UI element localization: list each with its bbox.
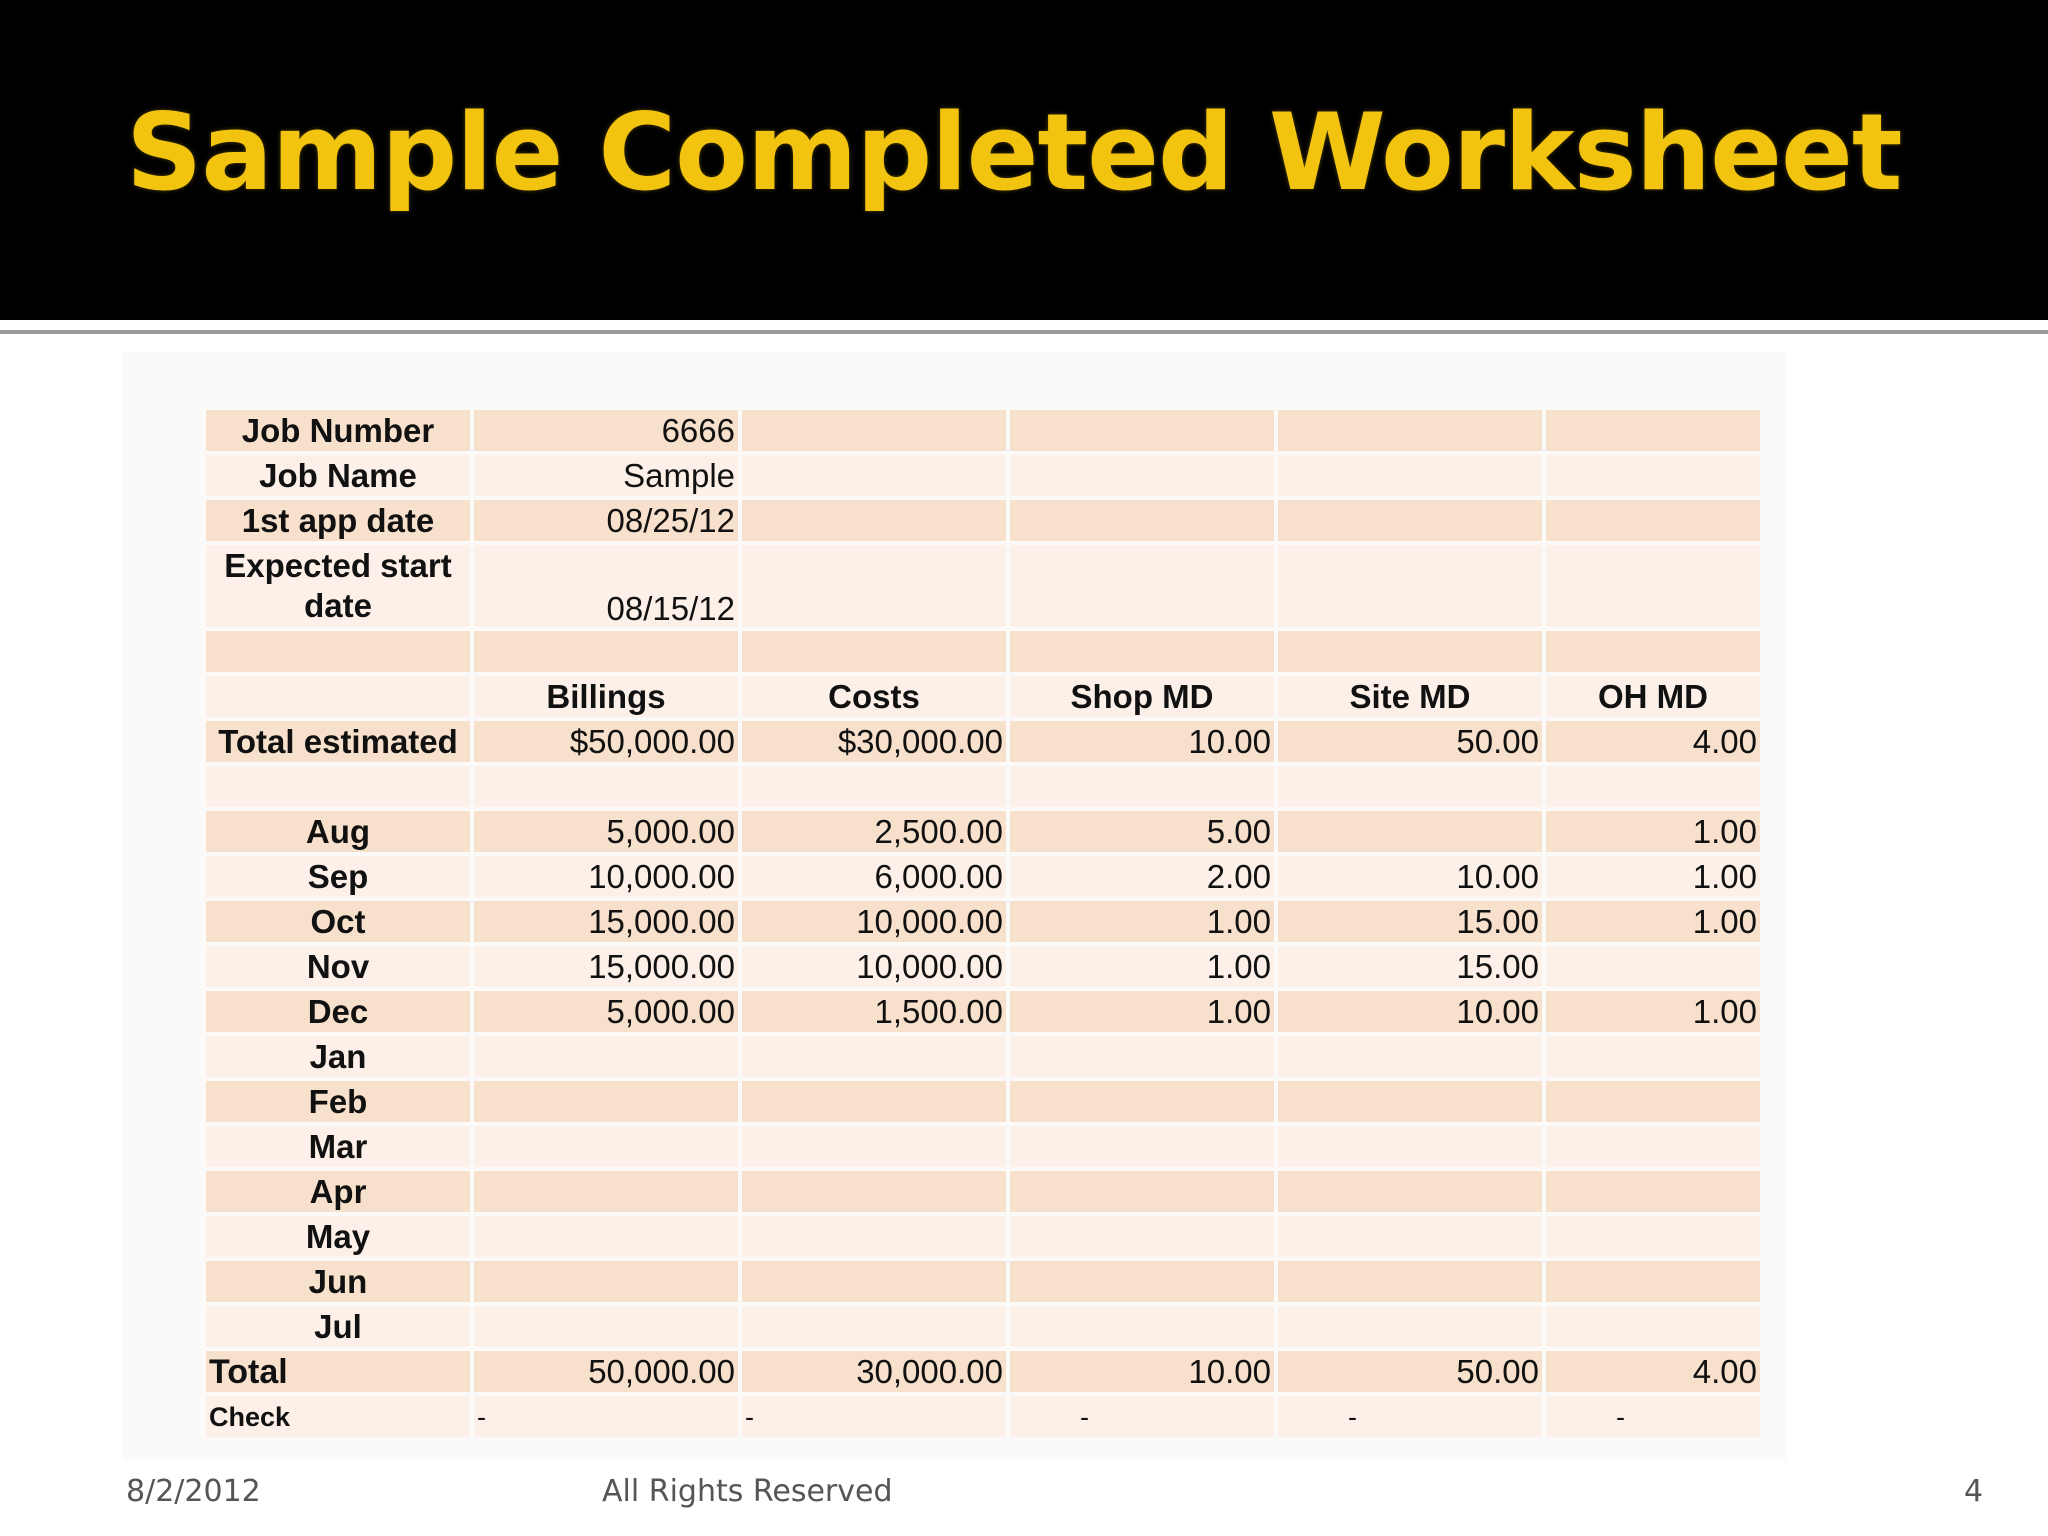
total-estimated-row xyxy=(206,721,1760,762)
info-value: Sample xyxy=(474,455,738,496)
row-label: Jun xyxy=(206,1261,470,1302)
row-label: Jul xyxy=(206,1306,470,1347)
table-cell xyxy=(742,1036,1006,1077)
table-cell xyxy=(474,1306,738,1347)
total-row xyxy=(206,1351,1760,1392)
table-cell xyxy=(1278,1306,1542,1347)
table-cell: 1.00 xyxy=(1546,991,1760,1032)
table-cell: 10,000.00 xyxy=(742,946,1006,987)
table-cell xyxy=(742,1216,1006,1257)
table-cell: $50,000.00 xyxy=(474,721,738,762)
table-cell xyxy=(1546,1216,1760,1257)
table-cell xyxy=(1546,1126,1760,1167)
table-cell: 6,000.00 xyxy=(742,856,1006,897)
row-label: Check xyxy=(206,1396,470,1437)
month-row xyxy=(206,1216,1760,1257)
title-divider xyxy=(0,330,2048,334)
table-cell: 15.00 xyxy=(1278,946,1542,987)
table-cell: - xyxy=(1278,1396,1542,1437)
table-cell xyxy=(1546,946,1760,987)
table-cell xyxy=(742,1261,1006,1302)
table-cell xyxy=(1010,1081,1274,1122)
table-cell xyxy=(474,1081,738,1122)
table-cell xyxy=(1278,1261,1542,1302)
info-row-first-app-date xyxy=(206,500,1760,541)
table-cell: 5.00 xyxy=(1010,811,1274,852)
table-cell: - xyxy=(742,1396,1006,1437)
info-label: 1st app date xyxy=(206,500,470,541)
month-row xyxy=(206,856,1760,897)
table-cell xyxy=(1278,1171,1542,1212)
month-row xyxy=(206,1261,1760,1302)
table-cell: 1.00 xyxy=(1010,901,1274,942)
table-cell xyxy=(1010,1216,1274,1257)
table-cell xyxy=(1278,1216,1542,1257)
row-label: Dec xyxy=(206,991,470,1032)
table-cell: 5,000.00 xyxy=(474,811,738,852)
info-row-expected-start-date xyxy=(206,545,1760,627)
table-cell: 15,000.00 xyxy=(474,946,738,987)
row-label: May xyxy=(206,1216,470,1257)
month-row xyxy=(206,1036,1760,1077)
row-label: Jan xyxy=(206,1036,470,1077)
row-label: Aug xyxy=(206,811,470,852)
table-cell: 1,500.00 xyxy=(742,991,1006,1032)
table-cell: 2,500.00 xyxy=(742,811,1006,852)
page-number: 4 xyxy=(1964,1474,1984,1509)
table-cell xyxy=(1546,1306,1760,1347)
table-cell xyxy=(474,1171,738,1212)
row-label: Total xyxy=(206,1351,470,1392)
table-cell xyxy=(1546,1171,1760,1212)
table-cell xyxy=(742,1126,1006,1167)
row-label: Apr xyxy=(206,1171,470,1212)
table-cell: 1.00 xyxy=(1546,811,1760,852)
table-cell xyxy=(1546,1261,1760,1302)
row-label: Total estimated xyxy=(206,721,470,762)
info-value: 08/15/12 xyxy=(474,545,738,627)
row-label: Feb xyxy=(206,1081,470,1122)
table-cell: 30,000.00 xyxy=(742,1351,1006,1392)
table-cell: - xyxy=(474,1396,738,1437)
table-cell: 2.00 xyxy=(1010,856,1274,897)
column-header: Costs xyxy=(742,676,1006,717)
table-cell: 4.00 xyxy=(1546,1351,1760,1392)
table-cell xyxy=(742,1171,1006,1212)
table-cell xyxy=(1278,1126,1542,1167)
info-label: Expected start date xyxy=(206,545,470,627)
table-cell xyxy=(1010,1036,1274,1077)
footer-date: 8/2/2012 xyxy=(126,1474,261,1509)
column-header-row xyxy=(206,676,1760,717)
month-row xyxy=(206,901,1760,942)
month-row xyxy=(206,946,1760,987)
table-cell: 15.00 xyxy=(1278,901,1542,942)
table-cell xyxy=(742,1306,1006,1347)
row-label: Nov xyxy=(206,946,470,987)
table-cell xyxy=(1010,1126,1274,1167)
table-cell: 1.00 xyxy=(1010,991,1274,1032)
table-cell xyxy=(1010,1261,1274,1302)
table-cell xyxy=(1278,811,1542,852)
table-cell: 10.00 xyxy=(1010,721,1274,762)
info-value: 6666 xyxy=(474,410,738,451)
table-cell: - xyxy=(1010,1396,1274,1437)
table-cell: 10,000.00 xyxy=(742,901,1006,942)
table-cell xyxy=(1010,1306,1274,1347)
column-header: Shop MD xyxy=(1010,676,1274,717)
table-cell: 1.00 xyxy=(1010,946,1274,987)
title-bar xyxy=(0,0,2048,320)
table-cell: 15,000.00 xyxy=(474,901,738,942)
column-header: Site MD xyxy=(1278,676,1542,717)
table-cell: 4.00 xyxy=(1546,721,1760,762)
table-cell: 50.00 xyxy=(1278,721,1542,762)
worksheet-table xyxy=(202,406,1764,1441)
table-cell: 50,000.00 xyxy=(474,1351,738,1392)
month-row xyxy=(206,811,1760,852)
table-cell: 1.00 xyxy=(1546,901,1760,942)
month-row xyxy=(206,1171,1760,1212)
table-cell xyxy=(474,1036,738,1077)
table-cell: 10.00 xyxy=(1278,856,1542,897)
footer-copyright: All Rights Reserved xyxy=(602,1474,893,1509)
month-row xyxy=(206,1306,1760,1347)
table-cell: 5,000.00 xyxy=(474,991,738,1032)
info-row-job-number xyxy=(206,410,1760,451)
table-cell: 10.00 xyxy=(1278,991,1542,1032)
table-cell xyxy=(742,1081,1006,1122)
row-label: Sep xyxy=(206,856,470,897)
table-cell: - xyxy=(1546,1396,1760,1437)
table-cell xyxy=(474,1216,738,1257)
info-value: 08/25/12 xyxy=(474,500,738,541)
slide-title: Sample Completed Worksheet xyxy=(126,91,1902,214)
table-cell: $30,000.00 xyxy=(742,721,1006,762)
month-row xyxy=(206,991,1760,1032)
month-row xyxy=(206,1081,1760,1122)
spacer-row xyxy=(206,766,1760,807)
spacer-row xyxy=(206,631,1760,672)
check-row xyxy=(206,1396,1760,1437)
month-row xyxy=(206,1126,1760,1167)
table-cell: 50.00 xyxy=(1278,1351,1542,1392)
table-cell: 10,000.00 xyxy=(474,856,738,897)
column-header: Billings xyxy=(474,676,738,717)
info-label: Job Name xyxy=(206,455,470,496)
table-cell xyxy=(1546,1036,1760,1077)
row-label: Oct xyxy=(206,901,470,942)
table-cell: 1.00 xyxy=(1546,856,1760,897)
row-label: Mar xyxy=(206,1126,470,1167)
info-label: Job Number xyxy=(206,410,470,451)
table-cell xyxy=(474,1261,738,1302)
info-row-job-name xyxy=(206,455,1760,496)
table-cell: 10.00 xyxy=(1010,1351,1274,1392)
table-cell xyxy=(474,1126,738,1167)
column-header: OH MD xyxy=(1546,676,1760,717)
table-cell xyxy=(1546,1081,1760,1122)
table-cell xyxy=(1278,1036,1542,1077)
table-cell xyxy=(1010,1171,1274,1212)
table-cell xyxy=(1278,1081,1542,1122)
